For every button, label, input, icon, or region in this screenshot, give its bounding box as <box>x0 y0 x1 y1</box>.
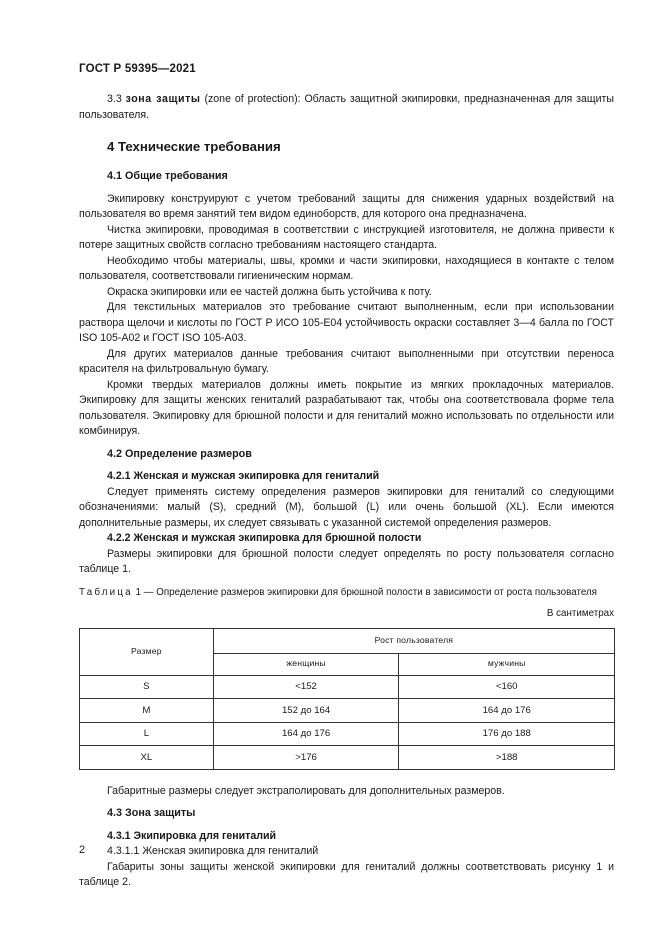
table-units: В сантиметрах <box>546 608 614 619</box>
term-definition: (zone of protection): Область защитной экипировки, предназначенная для защиты пользователя. <box>79 93 614 121</box>
paragraph: Чистка экипировки, проводимая в соответствии с инструкцией изготовителя, не должна привести к потере защитных свойств согласно требованиям настоящего стандарта. <box>79 223 614 251</box>
section-4-3-1-1-title: 4.3.1.1 Женская экипировка для гениталий <box>107 845 319 857</box>
cell-men: 164 до 176 <box>399 699 615 723</box>
cell-size: M <box>80 699 214 723</box>
paragraph: Окраска экипировки или ее частей должна быть устойчива к поту. <box>107 285 432 298</box>
table-caption-label: Таблица <box>79 586 133 598</box>
page-number: 2 <box>79 844 86 856</box>
section-4-2-1-title: 4.2.1 Женская и мужская экипировка для гениталий <box>107 470 380 482</box>
cell-men: <160 <box>399 675 615 699</box>
table-row <box>80 746 615 770</box>
section-4-3-1-title: 4.3.1 Экипировка для гениталий <box>107 829 276 842</box>
section-4-title: 4 Технические требования <box>107 139 281 154</box>
paragraph: Экипировку конструируют с учетом требований защиты для снижения ударных воздействий на пользователя во время занятий тем видом единоборств, для которого она предназначена. <box>79 192 614 220</box>
term-number: 3.3 <box>107 93 122 105</box>
paragraph: Следует применять систему определения размеров экипировки для гениталий со следующими обозначениями: малый (S), средний (М), большой (L) или очень большой (XL). Если имеются дополнительные размеры, их следует связывать с указанной системой определения размеров. <box>79 485 614 529</box>
cell-women: >176 <box>213 746 399 770</box>
column-header-height: Рост пользователя <box>213 628 614 653</box>
column-header-size: Размер <box>80 628 214 675</box>
paragraph: Для других материалов данные требования считают выполненными при отсутствии переноса красителя на фильтровальную бумагу. <box>79 347 614 375</box>
cell-women: 152 до 164 <box>213 699 399 723</box>
table-row <box>80 722 615 746</box>
table-row <box>80 699 615 723</box>
paragraph: Габаритные размеры следует экстраполировать для дополнительных размеров. <box>107 784 505 797</box>
cell-size: L <box>80 722 214 746</box>
table-1 <box>79 628 615 770</box>
cell-women: 164 до 176 <box>213 722 399 746</box>
column-header-men: мужчины <box>399 653 615 675</box>
cell-size: S <box>80 675 214 699</box>
section-4-1-title: 4.1 Общие требования <box>107 170 228 182</box>
document-header: ГОСТ Р 59395—2021 <box>79 63 196 75</box>
document-body <box>79 92 614 891</box>
paragraph: Для текстильных материалов это требование считают выполненным, если при использовании раствора щелочи и кислоты по ГОСТ Р ИСО 105-Е04 устойчивость окраски составляет 3—4 балла по ГОСТ ISO 105-А02 и ГОСТ ISO 105-А03. <box>79 301 614 344</box>
table-1-caption <box>79 585 614 601</box>
cell-men: 176 до 188 <box>399 722 615 746</box>
table-caption-text: 1 — Определение размеров экипировки для брюшной полости в зависимости от роста пользователя <box>132 586 597 598</box>
section-4-3-title: 4.3 Зона защиты <box>107 807 196 819</box>
paragraph: Необходимо чтобы материалы, швы, кромки и части экипировки, находящиеся в контакте с телом пользователя, соответствовали гигиеническим нормам. <box>79 254 614 282</box>
term-name: зона защиты <box>125 93 201 105</box>
paragraph: Кромки твердых материалов должны иметь покрытие из мягких прокладочных материалов. Экипировку для защиты женских гениталий разрабатывают так, чтобы она соответствовала форме тела пользователя. Экипировку для брюшной полости и для гениталий можно использовать по отдельности или комбинируя. <box>79 378 614 437</box>
cell-women: <152 <box>213 675 399 699</box>
cell-size: XL <box>80 746 214 770</box>
paragraph: Размеры экипировки для брюшной полости следует определять по росту пользователя согласно таблице 1. <box>79 547 614 575</box>
column-header-women: женщины <box>213 653 399 675</box>
section-4-2-2-title: 4.2.2 Женская и мужская экипировка для брюшной полости <box>107 532 422 544</box>
paragraph: Габариты зоны защиты женской экипировки для гениталий должны соответствовать рисунку 1 и таблице 2. <box>79 860 614 888</box>
term-3-3 <box>79 92 614 123</box>
cell-men: >188 <box>399 746 615 770</box>
table-row <box>80 675 615 699</box>
section-4-2-title: 4.2 Определение размеров <box>107 447 252 460</box>
